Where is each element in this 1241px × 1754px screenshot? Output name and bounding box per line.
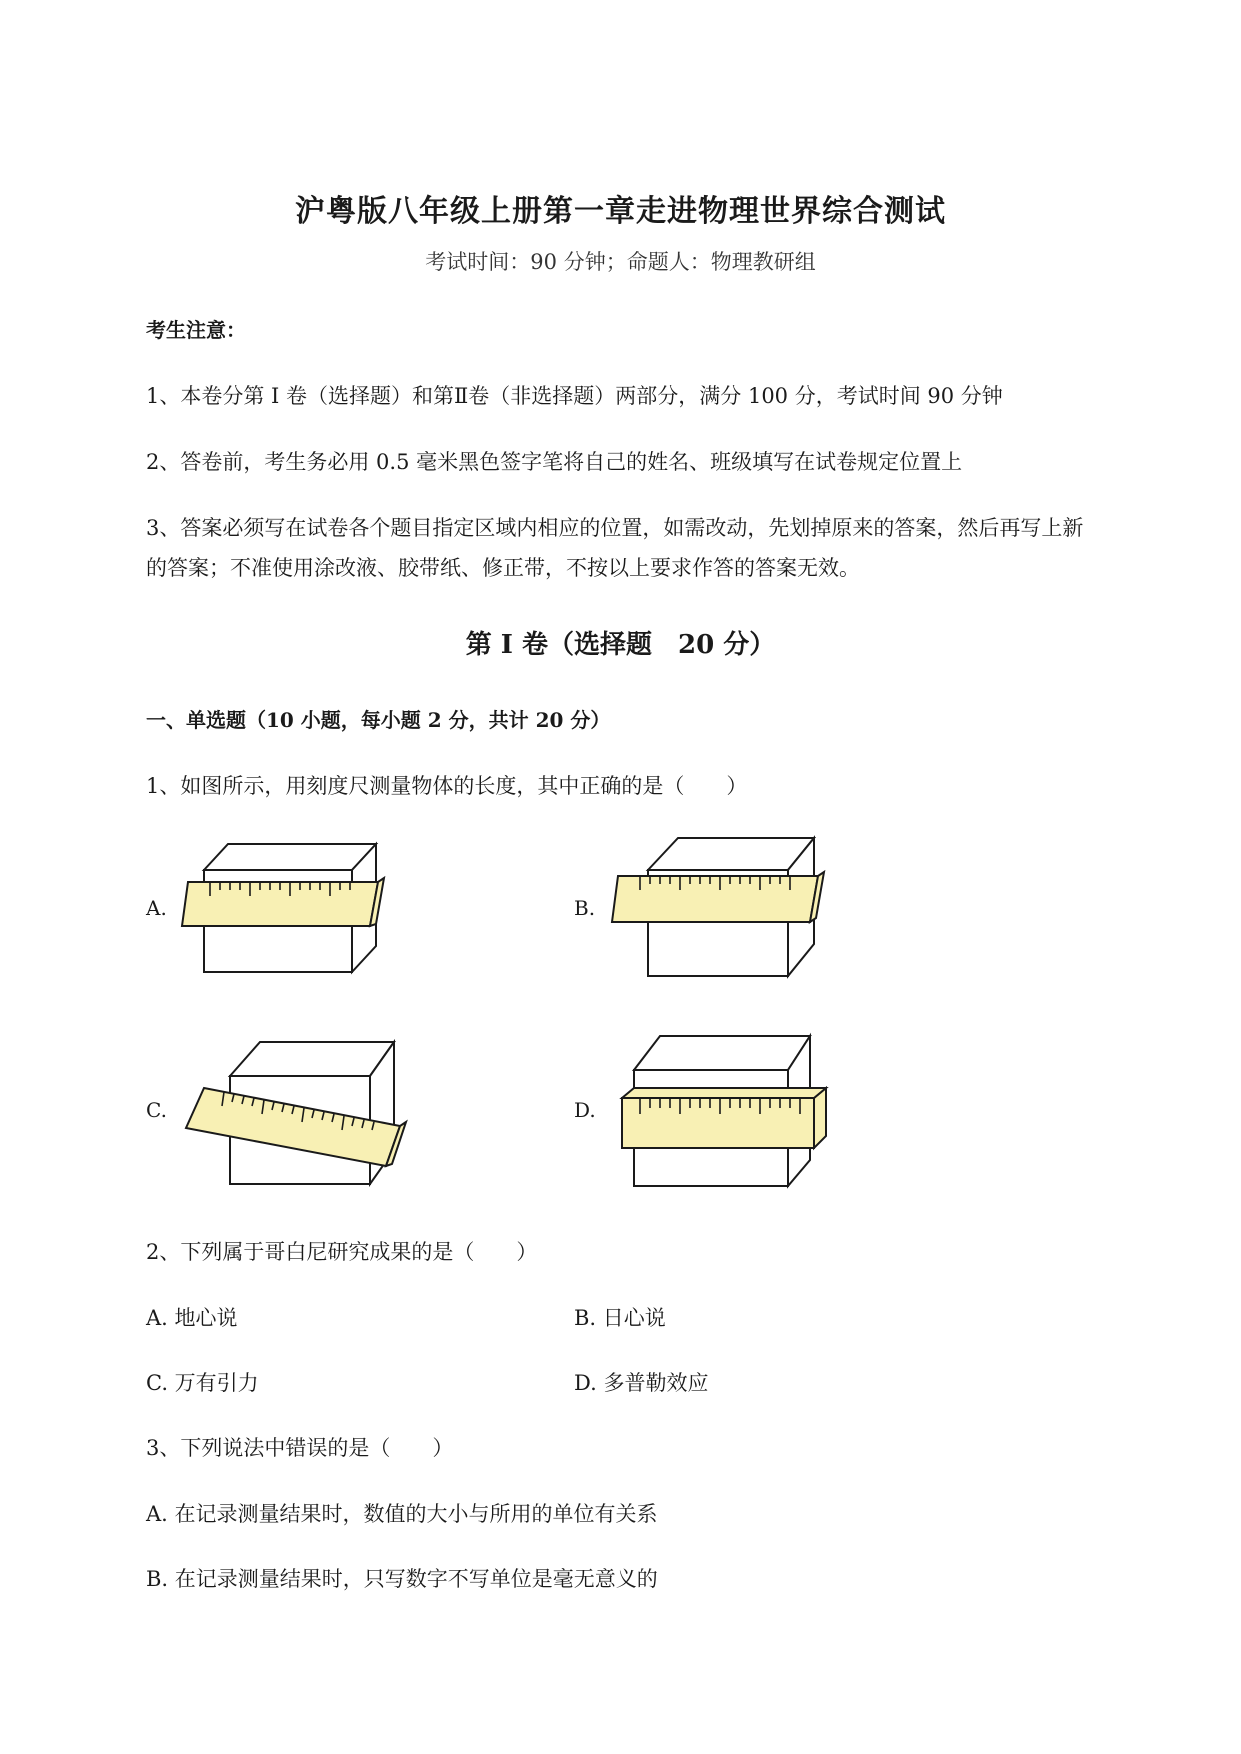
q1-figure-b [608, 836, 828, 982]
part-heading: 一、单选题（10 小题，每小题 2 分，共计 20 分） [146, 708, 611, 732]
q1-option-d-label: D. [574, 1098, 596, 1122]
ruler-b [612, 876, 818, 922]
notice-item-2: 2、答卷前，考生务必用 0.5 毫米黑色签字笔将自己的姓名、班级填写在试卷规定位置上 [146, 450, 963, 474]
q2-option-c: C. 万有引力 [146, 1371, 259, 1395]
section-title: 第 I 卷（选择题 20 分） [465, 630, 776, 660]
exam-subtitle: 考试时间：90 分钟；命题人：物理教研组 [425, 250, 816, 274]
q3-option-b: B. 在记录测量结果时，只写数字不写单位是毫无意义的 [146, 1567, 658, 1591]
notice-item-3-continued: 的答案；不准使用涂改液、胶带纸、修正带，不按以上要求作答的答案无效。 [146, 556, 860, 580]
question-1-stem: 1、如图所示，用刻度尺测量物体的长度，其中正确的是（ ） [146, 774, 748, 798]
q2-option-b: B. 日心说 [574, 1306, 666, 1330]
q1-figure-a [180, 840, 390, 980]
notice-item-3: 3、答案必须写在试卷各个题目指定区域内相应的位置，如需改动，先划掉原来的答案，然后再写上新 [146, 516, 1084, 540]
q1-figure-c [180, 1036, 406, 1186]
exam-title: 沪粤版八年级上册第一章走进物理世界综合测试 [295, 194, 946, 229]
notice-item-1: 1、本卷分第 I 卷（选择题）和第Ⅱ卷（非选择题）两部分，满分 100 分，考试时间 90 分钟 [146, 384, 1003, 408]
q2-option-d: D. 多普勒效应 [574, 1371, 709, 1395]
q1-option-c-label: C. [146, 1098, 167, 1122]
question-3-stem: 3、下列说法中错误的是（ ） [146, 1436, 454, 1460]
question-2-stem: 2、下列属于哥白尼研究成果的是（ ） [146, 1240, 538, 1264]
q1-option-b-label: B. [574, 896, 596, 920]
q1-figure-d [620, 1030, 830, 1190]
q3-option-a: A. 在记录测量结果时，数值的大小与所用的单位有关系 [146, 1502, 658, 1526]
q1-option-a-label: A. [146, 896, 167, 920]
notice-heading: 考生注意： [146, 318, 246, 342]
q2-option-a: A. 地心说 [146, 1306, 238, 1330]
